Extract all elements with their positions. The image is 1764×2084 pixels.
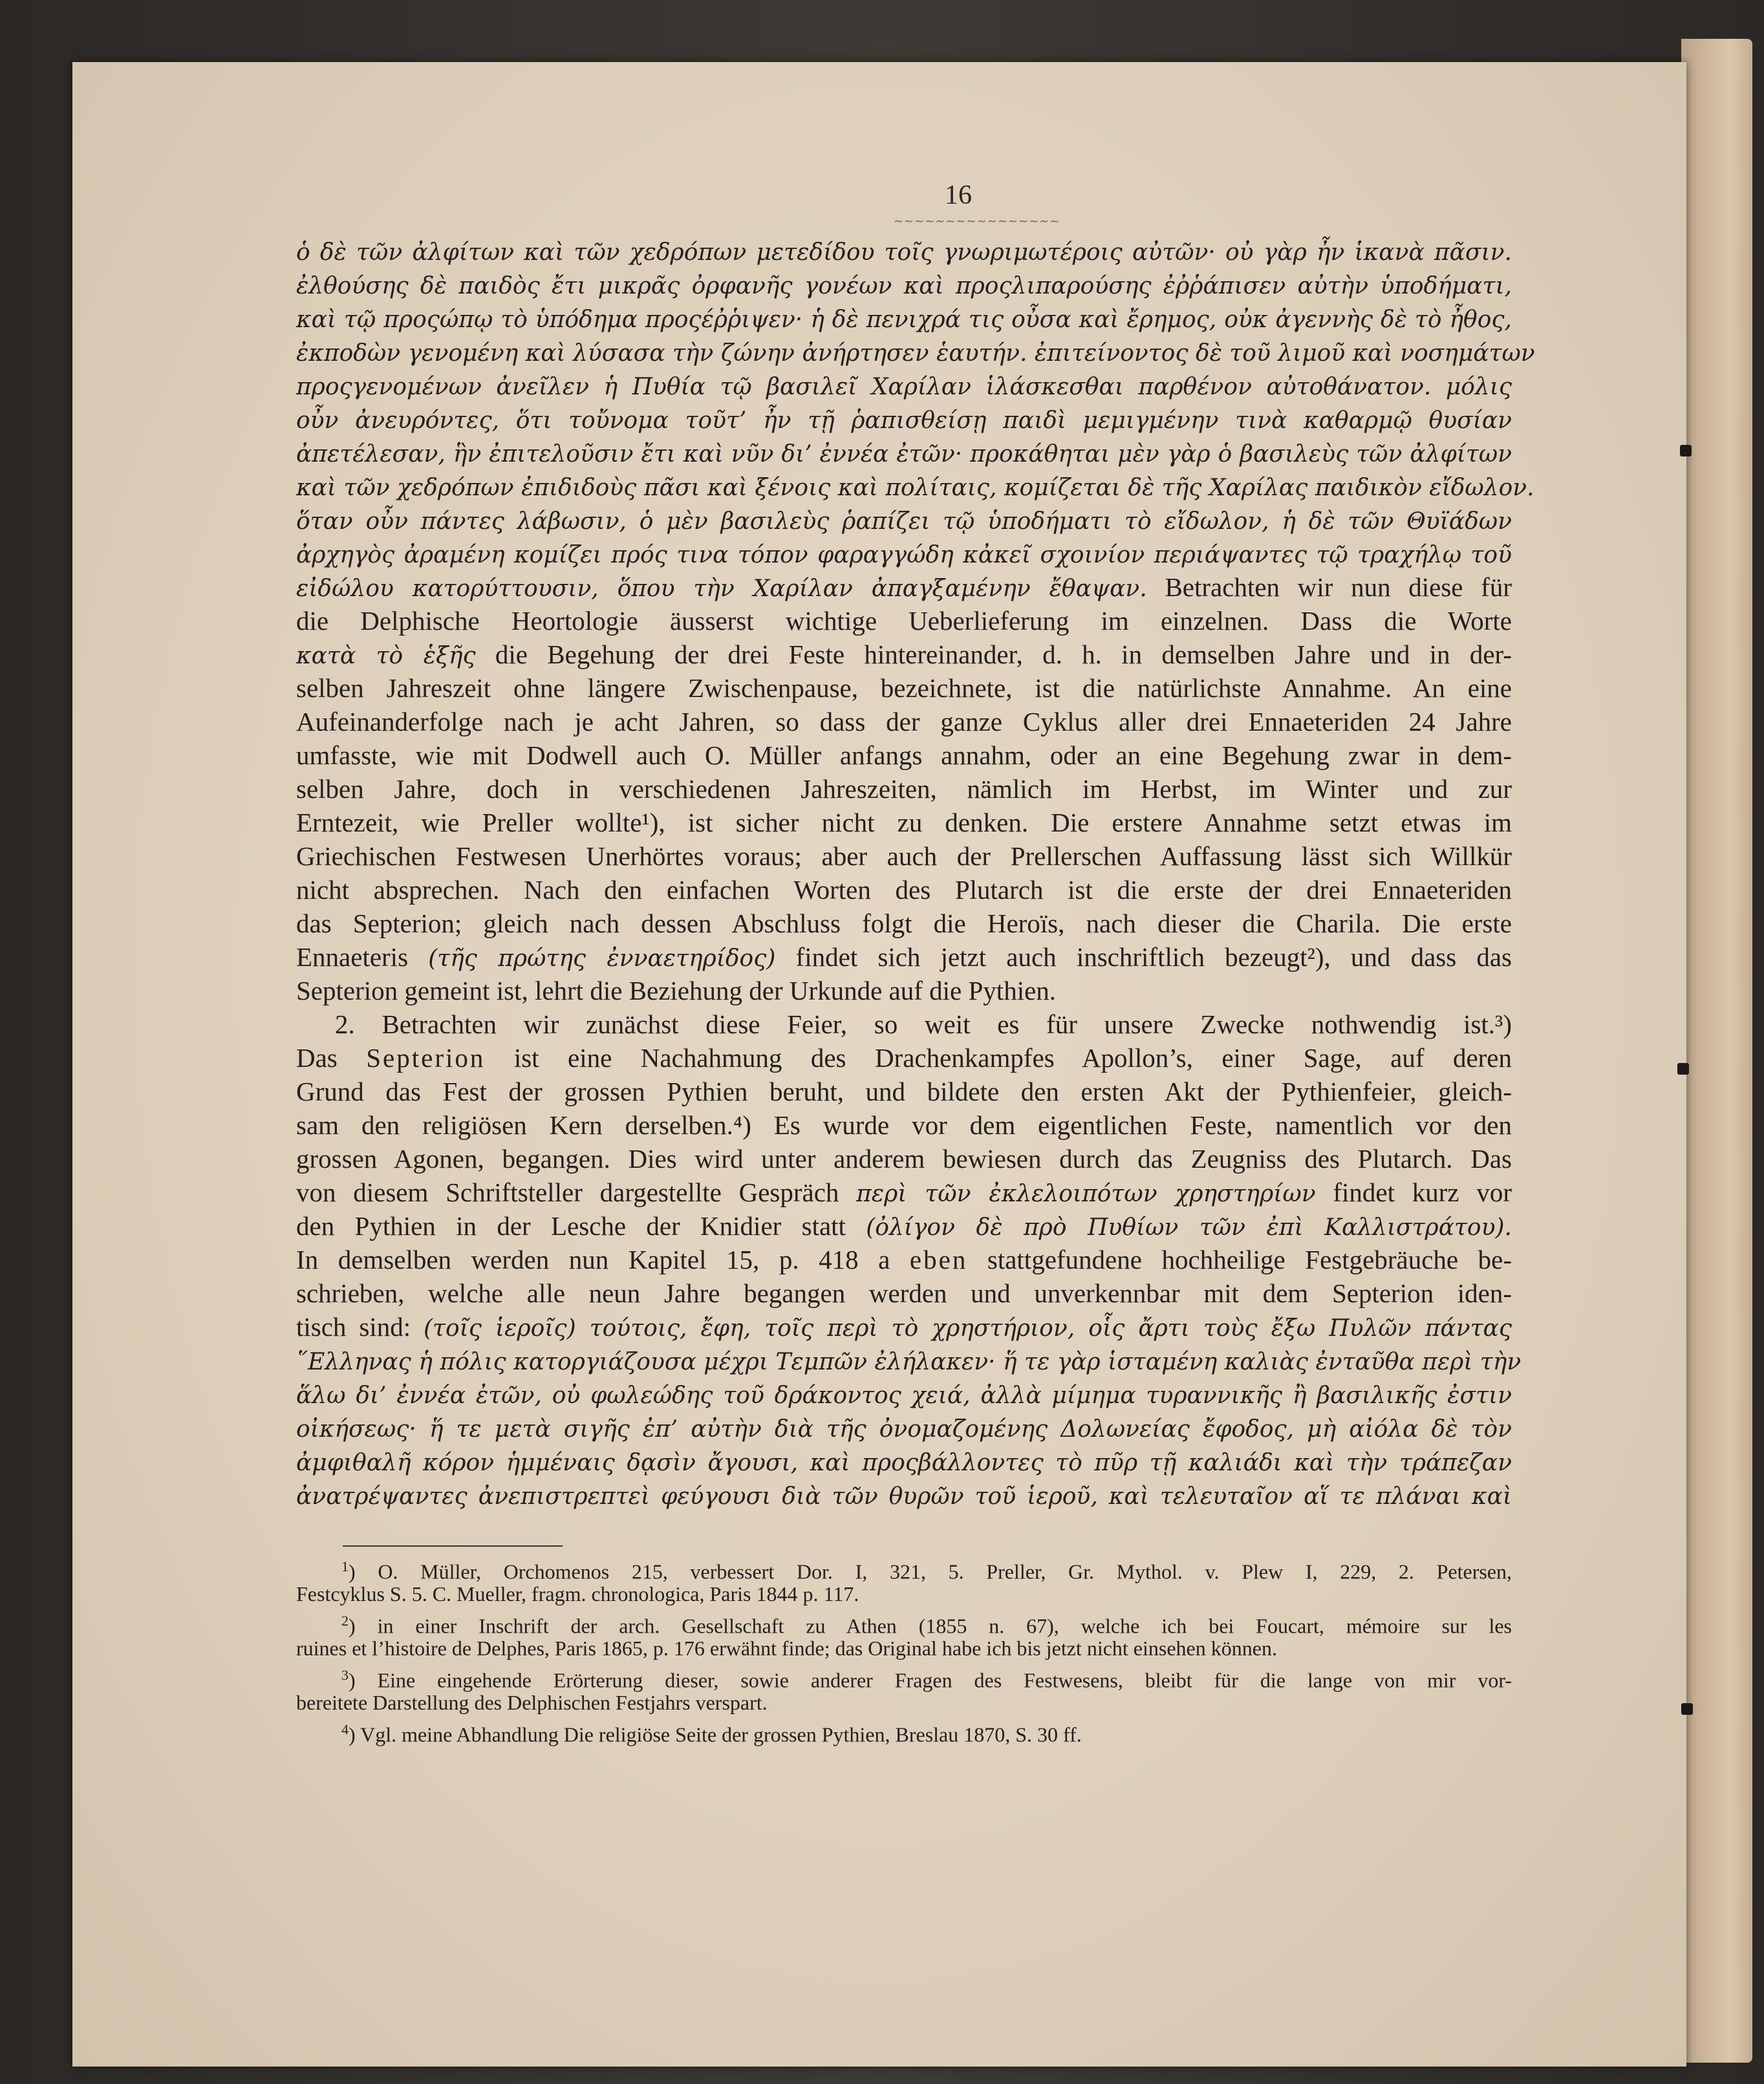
- greek-text: καὶ τῷ προςώπῳ τὸ ὑπόδημα προςέῤῥιψεν· ἡ δὲ πενιχρά τις οὖσα καὶ ἔρημος, οὐκ ἀγεννὴς δὲ τὸ ἦθος,: [296, 306, 1512, 333]
- greek-text: εἰδώλου κατορύττουσιν, ὅπου τὴν Χαρίλαν ἀπαγξαμένην ἔθαψαν.: [296, 575, 1147, 602]
- text-line: [296, 604, 1512, 638]
- german-text: den Pythien in der Lesche der Knidier statt: [296, 1211, 866, 1241]
- greek-text: ἅλω δι’ ἐννέα ἐτῶν, οὐ φωλεώδης τοῦ δράκοντος χειά, ἀλλὰ μίμημα τυραννικῆς ἢ βασιλικῆς ἐστιν: [296, 1382, 1512, 1409]
- german-text: umfasste, wie mit Dodwell auch O. Müller anfangs annahm, oder an eine Begehung zwar in dem-: [296, 740, 1512, 770]
- text-line: [296, 1142, 1512, 1176]
- german-text: Das: [296, 1043, 367, 1073]
- text-line: [296, 907, 1512, 940]
- footnote-line: [296, 1553, 1512, 1584]
- text-line: [296, 1445, 1512, 1478]
- greek-text: οἰκήσεως· ἥ τε μετὰ σιγῆς ἐπ’ αὐτὴν διὰ τῆς ὀνομαζομένης Δολωνείας ἔφοδος, μὴ αἰόλα δὲ τὸν: [296, 1416, 1512, 1443]
- footnote-text: bereitete Darstellung des Delphischen Festjahrs verspart.: [296, 1691, 768, 1714]
- text-line: [296, 806, 1512, 839]
- footnote-text: ruines et l’histoire de Delphes, Paris 1865, p. 176 erwähnt finde; das Original habe ich bis jetzt nicht einsehen können.: [296, 1637, 1277, 1660]
- greek-text: (τοῖς ἱεροῖς) τούτοις, ἔφη, τοῖς περὶ τὸ χρηστήριον, οἷς ἄρτι τοὺς ἔξω Πυλῶν πάντας: [424, 1315, 1512, 1342]
- text-line: [296, 873, 1512, 907]
- greek-text: ὅταν οὖν πάντες λάβωσιν, ὁ μὲν βασιλεὺς ῥαπίζει τῷ ὑποδήματι τὸ εἴδωλον, ἡ δὲ τῶν Θυϊάδων: [296, 508, 1512, 535]
- text-line: [296, 638, 1512, 671]
- text-line: [296, 1075, 1512, 1108]
- text-line: [296, 301, 1512, 335]
- german-text: 2. Betrachten wir zunächst diese Feier, so weit es für unsere Zwecke nothwendig ist.³): [335, 1009, 1512, 1039]
- text-line: [296, 570, 1512, 604]
- text-line: [296, 705, 1512, 738]
- german-text: das Septerion; gleich nach dessen Abschluss folgt die Heroïs, nach dieser die Charila. Die erste: [296, 908, 1512, 938]
- footnote-text: Festcyklus S. 5. C. Mueller, fragm. chronologica, Paris 1844 p. 117.: [296, 1582, 859, 1606]
- page-number-ornament: ~~~~~~~~~~~~~~~~: [894, 215, 1060, 228]
- footnote-line: [296, 1662, 1512, 1692]
- greek-text: ἐλθούσης δὲ παιδὸς ἔτι μικρᾶς ὀρφανῆς γονέων καὶ προςλιπαρούσης ἐῤῥάπισεν αὐτὴν ὑποδήματι,: [296, 273, 1512, 299]
- footnote-paren: ): [349, 1560, 378, 1584]
- text-line: [296, 436, 1512, 469]
- text-line: [296, 503, 1512, 537]
- text-line: [296, 1478, 1512, 1512]
- german-text: Erntezeit, wie Preller wollte¹), ist sicher nicht zu denken. Die erstere Annahme setzt etwas im: [296, 808, 1512, 837]
- footnote-line: [296, 1689, 1512, 1716]
- margin-mark: [1680, 445, 1692, 457]
- german-text: findet kurz vor: [1315, 1177, 1512, 1207]
- text-line: [296, 1108, 1512, 1142]
- german-text: Ennaeteris: [296, 942, 429, 972]
- text-line: [296, 772, 1512, 806]
- greek-text: κατὰ τὸ ἑξῆς: [296, 643, 476, 669]
- text-line: [296, 1344, 1522, 1377]
- margin-mark: [1677, 1063, 1689, 1075]
- german-text: tisch sind:: [296, 1312, 424, 1342]
- greek-text: καὶ τῶν χεδρόπων ἐπιδιδοὺς πᾶσι καὶ ξένοις καὶ πολίταις, κομίζεται δὲ τῆς Χαρίλας παιδικὸν εἴδωλον.: [296, 475, 1534, 501]
- greek-text: ῞Ελληνας ἡ πόλις κατοργιάζουσα μέχρι Τεμπῶν ἐλήλακεν· ἥ τε γὰρ ἱσταμένη καλιὰς ἐνταῦθα περὶ τὴν: [296, 1349, 1522, 1375]
- german-text: die Begehung der drei Feste hintereinander, d. h. in demselben Jahre und in der-: [475, 639, 1512, 669]
- footnote-line: [296, 1716, 1512, 1746]
- german-text: Aufeinanderfolge nach je acht Jahren, so dass der ganze Cyklus aller drei Ennaeteriden 24 Jahre: [296, 707, 1512, 736]
- footnote-text: in einer Inschrift der arch. Gesellschaft zu Athen (1855 n. 67), welche ich bei Foucart, mémoire sur les: [377, 1614, 1512, 1638]
- german-text: Septerion gemeint ist, lehrt die Beziehung der Urkunde auf die Pythien.: [296, 976, 1057, 1005]
- text-line: [296, 1310, 1512, 1344]
- text-line: [296, 369, 1512, 402]
- footnote-text: Vgl. meine Abhandlung Die religiöse Seite der grossen Pythien, Breslau 1870, S. 30 ff.: [360, 1723, 1082, 1746]
- german-text: ist eine Nachahmung des Drachenkampfes Apollon’s, einer Sage, auf deren: [485, 1043, 1512, 1073]
- footnote-text: O. Müller, Orchomenos 215, verbessert Dor. I, 321, 5. Preller, Gr. Mythol. v. Plew I, 229, 2. Petersen,: [378, 1560, 1512, 1584]
- page-number: 16: [945, 180, 972, 210]
- text-line: [296, 1209, 1512, 1243]
- text-line: [296, 469, 1534, 503]
- text-line: [296, 1276, 1512, 1310]
- greek-text: ἀπετέλεσαν, ἣν ἐπιτελοῦσιν ἔτι καὶ νῦν δι’ ἐννέα ἐτῶν· προκάθηται μὲν γὰρ ὁ βασιλεὺς τῶν ἀλφίτων: [296, 441, 1512, 467]
- main-text: [296, 234, 1535, 1512]
- german-text: Griechischen Festwesen Unerhörtes voraus; aber auch der Prellerschen Auffassung lässt sich Willkür: [296, 841, 1512, 871]
- text-line: [296, 671, 1512, 705]
- text-line: [296, 940, 1512, 974]
- footnote-paren: ): [349, 1723, 361, 1746]
- next-page-edge: [1681, 39, 1752, 2063]
- greek-text: ἐκποδὼν γενομένη καὶ λύσασα τὴν ζώνην ἀνήρτησεν ἑαυτήν. ἐπιτείνοντος δὲ τοῦ λιμοῦ καὶ νοσημάτων: [296, 340, 1535, 367]
- margin-mark: [1681, 1703, 1693, 1715]
- text-line: [296, 1041, 1512, 1075]
- greek-text: προςγενομένων ἀνεῖλεν ἡ Πυθία τῷ βασιλεῖ Χαρίλαν ἱλάσκεσθαι παρθένον αὐτοθάνατον. μόλις: [296, 374, 1512, 400]
- german-text: Septerion: [366, 1043, 486, 1073]
- greek-text: ὁ δὲ τῶν ἀλφίτων καὶ τῶν χεδρόπων μετεδίδου τοῖς γνωριμωτέροις αὐτῶν· οὐ γὰρ ἦν ἱκανὰ πᾶσιν.: [296, 239, 1512, 266]
- text-line: [296, 537, 1512, 570]
- german-text: von diesem Schriftsteller dargestellte Gespräch: [296, 1177, 857, 1207]
- greek-text: (τῆς πρώτης ἐνναετηρίδος): [428, 945, 776, 972]
- german-text: nicht absprechen. Nach den einfachen Worten des Plutarch ist die erste der drei Ennaeteriden: [296, 875, 1512, 905]
- german-text: selben Jahreszeit ohne längere Zwischenpause, bezeichnete, ist die natürlichste Annahme. An eine: [296, 673, 1512, 703]
- text-line: [296, 1411, 1512, 1445]
- footnote-marker: 3: [341, 1667, 349, 1683]
- footnote-marker: 2: [341, 1613, 349, 1629]
- german-text: grossen Agonen, begangen. Dies wird unter anderem bewiesen durch das Zeugniss des Plutarch. Das: [296, 1144, 1512, 1174]
- footnote-paren: ): [349, 1614, 378, 1638]
- german-text: In demselben werden nun Kapitel 15, p. 418 a: [296, 1245, 910, 1274]
- footnote-line: [296, 1580, 1512, 1607]
- text-line: [296, 1176, 1512, 1209]
- footnote-paren: ): [349, 1668, 378, 1692]
- text-line: [296, 268, 1512, 301]
- text-line: [296, 1377, 1512, 1411]
- german-text: Grund das Fest der grossen Pythien beruht, und bildete den ersten Akt der Pythienfeier, gleich-: [296, 1077, 1512, 1106]
- footnote-rule: [343, 1545, 563, 1547]
- greek-text: ἀρχηγὸς ἀραμένη κομίζει πρός τινα τόπον φαραγγώδη κἀκεῖ σχοινίον περιάψαντες τῷ τραχήλῳ τοῦ: [296, 542, 1512, 568]
- text-line: [296, 738, 1512, 772]
- text-line: [296, 839, 1512, 873]
- footnote-marker: 1: [341, 1558, 349, 1574]
- footnote-line: [296, 1635, 1512, 1662]
- footnotes: [296, 1553, 1512, 1746]
- greek-text: ἀνατρέψαντες ἀνεπιστρεπτεὶ φεύγουσι διὰ τῶν θυρῶν τοῦ ἱεροῦ, καὶ τελευταῖον αἵ τε πλάναι καὶ: [296, 1483, 1512, 1510]
- greek-text: οὖν ἀνευρόντες, ὅτι τοὔνομα τοῦτ’ ἦν τῇ ῥαπισθείσῃ παιδὶ μεμιγμένην τινὰ καθαρμῷ θυσίαν: [296, 407, 1512, 434]
- footnote-line: [296, 1607, 1512, 1638]
- text-line: [296, 1007, 1512, 1041]
- greek-text: περὶ τῶν ἐκλελοιπότων χρηστηρίων: [856, 1181, 1316, 1207]
- german-text: sam den religiösen Kern derselben.⁴) Es wurde vor dem eigentlichen Feste, namentlich vor den: [296, 1110, 1512, 1140]
- footnote-marker: 4: [341, 1721, 349, 1737]
- german-text: eben: [909, 1245, 968, 1274]
- text-line: [296, 335, 1535, 369]
- german-text: Betrachten wir nun diese für: [1146, 572, 1512, 602]
- german-text: die Delphische Heortologie äusserst wichtige Ueberlieferung im einzelnen. Dass die Worte: [296, 606, 1512, 636]
- german-text: stattgefundene hochheilige Festgebräuche be-: [967, 1245, 1512, 1274]
- greek-text: (ὀλίγον δὲ πρὸ Πυθίων τῶν ἐπὶ Καλλιστράτου).: [866, 1214, 1512, 1241]
- german-text: schrieben, welche alle neun Jahre begangen werden und unverkennbar mit dem Septerion iden-: [296, 1278, 1512, 1308]
- greek-text: ἀμφιθαλῆ κόρον ἡμμέναις δᾳσὶν ἄγουσι, καὶ προςβάλλοντες τὸ πῦρ τῇ καλιάδι καὶ τὴν τράπεζαν: [296, 1450, 1512, 1476]
- german-text: findet sich jetzt auch inschriftlich bezeugt²), und dass das: [775, 942, 1512, 972]
- text-line: [296, 234, 1512, 268]
- text-line: [296, 402, 1512, 436]
- text-line: [296, 974, 1512, 1007]
- german-text: selben Jahre, doch in verschiedenen Jahreszeiten, nämlich im Herbst, im Winter und zur: [296, 774, 1512, 804]
- footnote-text: Eine eingehende Erörterung dieser, sowie anderer Fragen des Festwesens, bleibt für die lange von mir vor-: [377, 1668, 1512, 1692]
- text-line: [296, 1243, 1512, 1276]
